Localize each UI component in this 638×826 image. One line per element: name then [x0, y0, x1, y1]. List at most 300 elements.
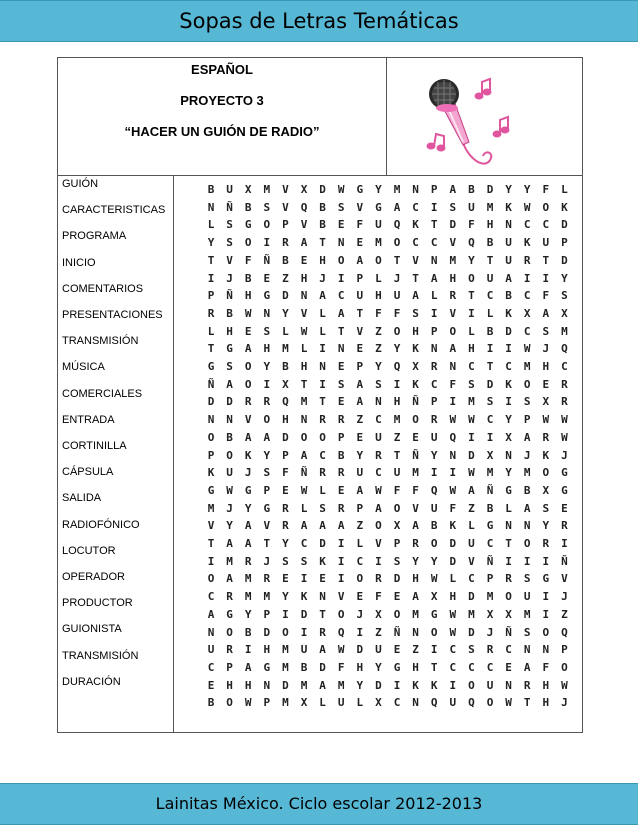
- grid-letter: A: [207, 607, 215, 621]
- grid-letter: N: [207, 625, 215, 639]
- word-list-item: GUIONISTA: [62, 623, 122, 636]
- grid-letter: M: [263, 590, 271, 604]
- grid-letter: R: [430, 360, 438, 373]
- grid-letter: T: [393, 448, 401, 462]
- grid-letter: V: [412, 501, 419, 515]
- grid-letter: L: [207, 218, 215, 232]
- grid-letter: R: [337, 413, 345, 427]
- grid-letter: S: [337, 200, 345, 214]
- grid-letter: L: [319, 306, 326, 320]
- microphone-icon: [387, 58, 582, 175]
- grid-letter: I: [282, 607, 289, 621]
- word-list-item: RADIOFÓNICO: [62, 518, 140, 531]
- grid-letter: I: [542, 271, 550, 285]
- grid-letter: H: [449, 271, 457, 285]
- grid-letter: K: [542, 448, 550, 462]
- grid-letter: A: [468, 483, 475, 497]
- grid-letter: W: [468, 466, 475, 480]
- grid-letter: Y: [523, 183, 531, 196]
- grid-letter: J: [226, 271, 233, 285]
- grid-letter: I: [337, 537, 345, 550]
- grid-letter: D: [375, 678, 382, 692]
- grid-letter: A: [337, 519, 345, 533]
- grid-letter: C: [375, 466, 382, 480]
- grid-letter: Y: [356, 678, 364, 692]
- grid-letter: H: [300, 271, 308, 285]
- grid-letter: H: [226, 324, 233, 338]
- grid-letter: C: [207, 660, 215, 674]
- grid-letter: U: [542, 236, 550, 250]
- grid-letter: E: [282, 572, 289, 586]
- grid-letter: M: [523, 360, 531, 373]
- grid-letter: P: [207, 448, 215, 462]
- grid-letter: Y: [468, 253, 475, 267]
- grid-letter: C: [356, 554, 364, 568]
- grid-letter: C: [486, 537, 494, 550]
- grid-letter: T: [300, 377, 308, 391]
- grid-letter: N: [523, 519, 531, 533]
- grid-letter: J: [561, 590, 568, 604]
- grid-letter: A: [244, 342, 252, 356]
- grid-letter: Y: [282, 537, 289, 550]
- grid-letter: B: [468, 183, 475, 196]
- grid-letter: K: [430, 678, 438, 692]
- grid-letter: I: [207, 554, 215, 568]
- grid-letter: P: [263, 607, 271, 621]
- grid-letter: I: [319, 377, 326, 391]
- grid-letter: B: [244, 625, 252, 639]
- grid-letter: R: [542, 537, 550, 550]
- grid-letter: U: [226, 466, 233, 480]
- grid-letter: T: [207, 253, 215, 267]
- grid-letter: P: [337, 430, 345, 444]
- grid-letter: H: [412, 660, 419, 674]
- grid-letter: O: [542, 200, 550, 214]
- grid-letter: O: [282, 625, 289, 639]
- grid-letter: Y: [505, 413, 512, 427]
- grid-letter: N: [542, 643, 550, 657]
- grid-letter: P: [356, 360, 364, 373]
- grid-letter: D: [468, 590, 475, 604]
- grid-letter: S: [561, 289, 568, 303]
- grid-letter: O: [449, 324, 457, 338]
- grid-letter: Y: [226, 519, 233, 533]
- grid-letter: E: [337, 395, 345, 409]
- grid-letter: U: [337, 696, 345, 710]
- grid-letter: W: [337, 643, 345, 657]
- grid-letter: K: [412, 678, 419, 692]
- grid-letter: O: [226, 448, 233, 462]
- grid-letter: R: [226, 643, 233, 657]
- grid-letter: Q: [337, 625, 345, 639]
- grid-letter: I: [337, 554, 345, 568]
- grid-letter: W: [561, 413, 568, 427]
- grid-letter: S: [263, 466, 271, 480]
- grid-letter: G: [356, 183, 364, 196]
- grid-letter: N: [412, 696, 419, 710]
- grid-letter: D: [319, 537, 326, 550]
- grid-letter: T: [263, 537, 271, 550]
- grid-letter: N: [505, 448, 512, 462]
- grid-letter: H: [263, 643, 271, 657]
- grid-letter: N: [337, 342, 345, 356]
- grid-letter: V: [412, 253, 419, 267]
- grid-letter: A: [319, 678, 326, 692]
- word-list-item: INICIO: [62, 256, 96, 269]
- grid-letter: F: [449, 501, 457, 515]
- grid-letter: R: [561, 519, 568, 533]
- grid-letter: W: [449, 483, 457, 497]
- grid-letter: F: [282, 466, 289, 480]
- grid-letter: U: [375, 218, 382, 232]
- grid-letter: F: [244, 253, 252, 267]
- grid-letter: F: [356, 218, 364, 232]
- grid-letter: L: [486, 306, 494, 320]
- grid-letter: W: [449, 625, 457, 639]
- grid-letter: L: [356, 537, 364, 550]
- grid-letter: N: [263, 306, 271, 320]
- grid-letter: P: [356, 271, 364, 285]
- grid-letter: J: [244, 466, 252, 480]
- grid-letter: Y: [263, 448, 271, 462]
- word-list-item: TRANSMISIÓN: [62, 649, 139, 662]
- grid-letter: D: [468, 448, 475, 462]
- grid-letter: P: [263, 696, 271, 710]
- grid-letter: P: [561, 236, 568, 250]
- grid-letter: J: [523, 448, 531, 462]
- grid-letter: A: [412, 289, 419, 303]
- grid-letter: L: [356, 696, 364, 710]
- grid-letter: L: [300, 342, 308, 356]
- grid-letter: U: [375, 643, 382, 657]
- grid-letter: X: [523, 306, 531, 320]
- grid-letter: A: [412, 590, 419, 604]
- grid-letter: D: [449, 554, 457, 568]
- grid-letter: R: [430, 413, 438, 427]
- grid-letter: V: [356, 324, 364, 338]
- grid-letter: I: [486, 430, 494, 444]
- grid-letter: E: [263, 271, 271, 285]
- grid-letter: D: [282, 678, 289, 692]
- grid-letter: Q: [430, 696, 438, 710]
- grid-letter: L: [282, 324, 289, 338]
- grid-letter: H: [412, 324, 419, 338]
- grid-letter: M: [449, 253, 457, 267]
- grid-letter: U: [226, 183, 233, 196]
- grid-letter: X: [505, 430, 512, 444]
- grid-letter: C: [449, 643, 457, 657]
- grid-letter: X: [486, 448, 494, 462]
- grid-letter: I: [337, 271, 345, 285]
- grid-letter: T: [319, 607, 326, 621]
- grid-letter: R: [244, 395, 252, 409]
- grid-letter: C: [561, 360, 568, 373]
- grid-letter: K: [505, 200, 512, 214]
- word-list-item: PRESENTACIONES: [62, 309, 163, 321]
- grid-letter: H: [244, 678, 252, 692]
- grid-letter: Z: [375, 625, 382, 639]
- grid-letter: Q: [561, 625, 568, 639]
- grid-letter: P: [282, 448, 289, 462]
- grid-letter: A: [319, 643, 326, 657]
- grid-letter: G: [561, 483, 568, 497]
- grid-letter: K: [412, 377, 419, 391]
- grid-letter: J: [561, 696, 568, 710]
- grid-letter: N: [449, 448, 457, 462]
- grid-letter: A: [300, 236, 308, 250]
- grid-letter: Q: [468, 236, 475, 250]
- grid-letter: C: [319, 448, 326, 462]
- grid-letter: O: [523, 537, 531, 550]
- grid-letter: Q: [561, 342, 568, 356]
- grid-letter: T: [412, 271, 419, 285]
- grid-letter: G: [486, 519, 494, 533]
- grid-letter: E: [356, 236, 364, 250]
- grid-letter: S: [486, 395, 494, 409]
- grid-letter: B: [226, 430, 233, 444]
- grid-letter: A: [356, 483, 364, 497]
- grid-letter: O: [430, 625, 438, 639]
- grid-letter: E: [412, 430, 419, 444]
- grid-letter: R: [375, 448, 382, 462]
- grid-letter: S: [300, 554, 308, 568]
- grid-letter: E: [393, 643, 401, 657]
- grid-letter: D: [486, 377, 494, 391]
- grid-letter: I: [319, 342, 326, 356]
- grid-letter: J: [356, 607, 364, 621]
- grid-letter: I: [505, 395, 512, 409]
- grid-letter: M: [486, 200, 494, 214]
- grid-letter: B: [505, 289, 512, 303]
- grid-letter: D: [561, 218, 568, 232]
- grid-letter: N: [430, 253, 438, 267]
- grid-letter: P: [263, 483, 271, 497]
- grid-letter: V: [300, 218, 308, 232]
- grid-letter: F: [375, 590, 382, 604]
- grid-letter: N: [207, 200, 215, 214]
- grid-letter: S: [523, 395, 531, 409]
- grid-letter: I: [430, 466, 438, 480]
- grid-letter: U: [523, 590, 531, 604]
- grid-letter: D: [505, 324, 512, 338]
- grid-letter: Ñ: [412, 448, 419, 462]
- word-list-item: CORTINILLA: [62, 440, 127, 452]
- grid-letter: C: [449, 660, 457, 674]
- grid-letter: G: [263, 289, 271, 303]
- grid-letter: R: [505, 572, 512, 586]
- grid-letter: A: [319, 289, 326, 303]
- grid-letter: R: [282, 236, 289, 250]
- grid-letter: Q: [393, 360, 401, 373]
- grid-letter: N: [523, 643, 531, 657]
- grid-letter: Y: [375, 660, 382, 674]
- grid-letter: C: [486, 413, 494, 427]
- grid-letter: G: [207, 483, 215, 497]
- grid-letter: B: [207, 696, 215, 710]
- grid-letter: H: [300, 360, 308, 373]
- grid-letter: F: [375, 306, 382, 320]
- grid-letter: R: [207, 306, 215, 320]
- word-list-item: MÚSICA: [62, 361, 105, 374]
- grid-letter: I: [263, 236, 271, 250]
- grid-letter: N: [337, 236, 345, 250]
- word-list-item: LOCUTOR: [62, 544, 116, 557]
- grid-letter: D: [561, 253, 568, 267]
- grid-letter: L: [319, 696, 326, 710]
- grid-letter: M: [207, 501, 215, 515]
- grid-letter: B: [337, 448, 345, 462]
- grid-letter: P: [523, 413, 531, 427]
- grid-letter: H: [468, 342, 475, 356]
- grid-letter: B: [319, 218, 326, 232]
- grid-letter: W: [561, 430, 568, 444]
- grid-letter: Z: [282, 271, 289, 285]
- grid-letter: Y: [282, 590, 289, 604]
- grid-letter: R: [523, 253, 531, 267]
- grid-letter: M: [337, 678, 345, 692]
- grid-letter: V: [244, 413, 252, 427]
- grid-letter: S: [542, 501, 550, 515]
- grid-letter: S: [412, 306, 419, 320]
- grid-letter: R: [561, 395, 568, 409]
- page-title: Sopas de Letras Temáticas: [179, 9, 459, 33]
- grid-letter: B: [486, 236, 494, 250]
- grid-letter: F: [412, 483, 419, 497]
- grid-letter: D: [226, 395, 233, 409]
- column-divider: [173, 175, 174, 732]
- grid-letter: P: [282, 218, 289, 232]
- grid-letter: W: [449, 607, 457, 621]
- word-list-item: OPERADOR: [62, 571, 125, 583]
- grid-letter: O: [375, 519, 382, 533]
- grid-letter: N: [412, 625, 419, 639]
- grid-letter: T: [523, 696, 531, 710]
- grid-letter: Z: [356, 519, 364, 533]
- grid-letter: E: [356, 430, 364, 444]
- grid-letter: M: [244, 572, 252, 586]
- grid-letter: H: [542, 678, 550, 692]
- grid-letter: P: [430, 324, 438, 338]
- grid-letter: N: [430, 342, 438, 356]
- grid-letter: U: [430, 501, 438, 515]
- grid-letter: S: [542, 324, 550, 338]
- grid-letter: N: [319, 360, 326, 373]
- grid-letter: Y: [356, 448, 364, 462]
- grid-letter: N: [226, 413, 233, 427]
- grid-letter: R: [542, 430, 550, 444]
- grid-letter: I: [393, 377, 401, 391]
- grid-letter: I: [244, 643, 252, 657]
- grid-letter: G: [207, 360, 215, 373]
- grid-letter: F: [542, 660, 550, 674]
- grid-letter: A: [337, 306, 345, 320]
- grid-letter: S: [226, 218, 233, 232]
- grid-letter: I: [542, 607, 550, 621]
- grid-letter: F: [468, 218, 475, 232]
- grid-letter: R: [523, 678, 531, 692]
- grid-letter: R: [282, 519, 289, 533]
- grid-letter: F: [449, 377, 457, 391]
- grid-letter: R: [449, 289, 457, 303]
- grid-letter: I: [542, 554, 550, 568]
- grid-letter: G: [263, 660, 271, 674]
- grid-letter: F: [542, 289, 550, 303]
- grid-letter: D: [282, 289, 289, 303]
- grid-letter: W: [226, 483, 233, 497]
- grid-letter: B: [226, 306, 233, 320]
- grid-letter: W: [337, 183, 345, 196]
- grid-letter: N: [505, 678, 512, 692]
- grid-letter: K: [244, 448, 252, 462]
- title-banner: [0, 0, 638, 42]
- grid-letter: O: [337, 253, 345, 267]
- grid-letter: H: [244, 289, 252, 303]
- grid-letter: V: [375, 537, 382, 550]
- grid-letter: B: [282, 360, 289, 373]
- grid-letter: G: [561, 466, 568, 480]
- grid-letter: C: [375, 413, 382, 427]
- grid-letter: W: [375, 483, 382, 497]
- grid-letter: Y: [375, 183, 382, 196]
- grid-letter: O: [468, 271, 475, 285]
- grid-letter: H: [263, 342, 271, 356]
- grid-letter: O: [226, 625, 233, 639]
- grid-letter: C: [468, 572, 475, 586]
- grid-letter: G: [244, 218, 252, 232]
- grid-letter: Ñ: [207, 377, 215, 391]
- grid-letter: M: [300, 395, 308, 409]
- grid-letter: O: [430, 537, 438, 550]
- grid-letter: X: [561, 306, 568, 320]
- grid-letter: L: [561, 183, 568, 196]
- grid-letter: X: [542, 395, 550, 409]
- grid-letter: A: [542, 306, 550, 320]
- word-list-item: DURACIÓN: [62, 675, 121, 688]
- grid-letter: I: [263, 377, 271, 391]
- grid-letter: E: [207, 678, 215, 692]
- grid-letter: E: [319, 572, 326, 586]
- grid-letter: P: [486, 572, 494, 586]
- grid-letter: A: [356, 377, 364, 391]
- grid-letter: A: [449, 342, 457, 356]
- grid-letter: Ñ: [393, 625, 401, 639]
- grid-letter: I: [486, 342, 494, 356]
- grid-letter: Y: [375, 360, 382, 373]
- grid-letter: U: [393, 289, 401, 303]
- grid-letter: D: [207, 395, 215, 409]
- grid-letter: T: [393, 253, 401, 267]
- grid-letter: L: [375, 271, 382, 285]
- grid-letter: O: [226, 696, 233, 710]
- grid-letter: V: [449, 236, 457, 250]
- grid-letter: Ñ: [486, 483, 494, 497]
- grid-letter: M: [412, 466, 419, 480]
- grid-letter: E: [244, 324, 252, 338]
- grid-letter: O: [412, 413, 419, 427]
- grid-letter: Y: [412, 554, 419, 568]
- grid-letter: C: [207, 590, 215, 604]
- grid-letter: A: [226, 377, 233, 391]
- grid-letter: C: [412, 200, 419, 214]
- grid-letter: O: [542, 625, 550, 639]
- grid-letter: O: [542, 466, 550, 480]
- grid-letter: O: [523, 377, 531, 391]
- grid-letter: R: [561, 377, 568, 391]
- grid-letter: X: [430, 590, 438, 604]
- grid-letter: S: [523, 572, 531, 586]
- grid-letter: P: [430, 395, 438, 409]
- grid-letter: U: [356, 289, 364, 303]
